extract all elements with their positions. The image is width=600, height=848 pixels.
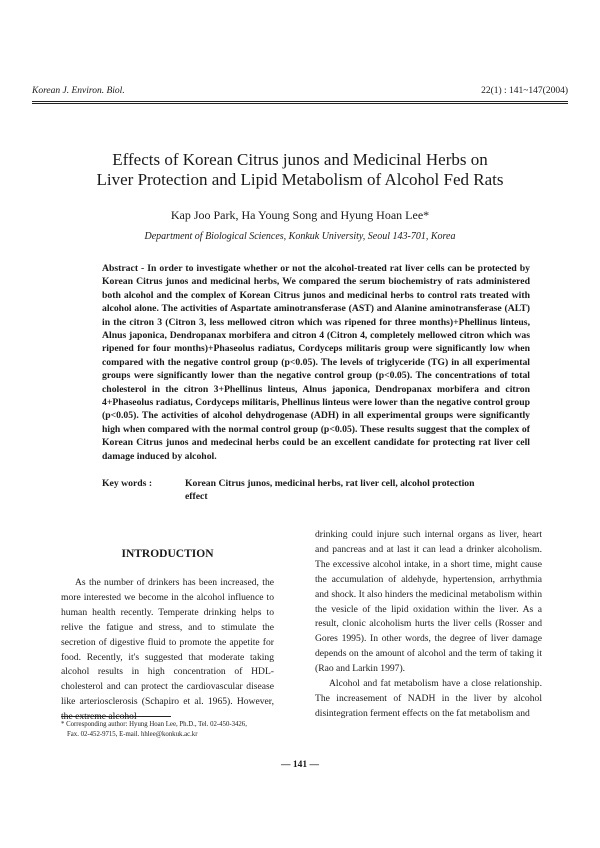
footnote-line-2: Fax. 02-452-9715, E-mail. hhlee@konkuk.ac.kr [67,731,198,738]
journal-name: Korean J. Environ. Biol. [32,86,125,96]
title-line-1: Effects of Korean Citrus junos and Medicinal Herbs on [112,150,488,169]
abstract: Abstract - In order to investigate whether or not the alcohol-treated rat liver cells can be protected by Korean Citrus junos and medicinal herbs, We compared the serum biochemistry of rats administered both alcohol and the complex of Korean Citrus junos and medicinal herbs to control rats treated with alcohol alone. The activities of Aspartate aminotransferase (AST) and Alanine aminotransferase (ALT) in the citron 3 (Citron 3, less mellowed citron which was ripened for three months)+Phellinus linteus, Alnus japonica, Dendropanax morbifera and citron 4 (Citron 4, completely mellowed citron which was ripened for four months)+Phaseolus radiatus, Cordyceps militaris group were significantly low when compared with the negative control group (p<0.05). The levels of triglyceride (TG) in all experimental groups were significantly lower than the negative control group (p<0.05). The concentrations of total cholesterol in the citron 3+Phellinus linteus, Alnus japonica, Dendropanax morbifera and citron 4+Phaseolus radiatus, Cordyceps militaris, Phellinus linteus were lower than the negative control group (p<0.05). The activities of alcohol dehydrogenase (ADH) in all experimental groups were significantly high when compared with the normal control group (p<0.05). These results suggest that the complex of Korean Citrus junos and medecinal herbs could be an excellent candidate for protecting rat liver cell damage induced by alcohol. [102,263,530,462]
keywords-label: Key words : [102,478,153,489]
right-column-paragraph-1: drinking could injure such internal organs as liver, heart and pancreas and at last it can lead a drinker alcoholism. The excessive alcohol intake, in a short time, might cause the accumulation of aldehyde, hypertension, arrhythmia and shock. It also hinders the medicinal metabolism within the vesicle of the lipid oxidation within the liver. As a result, clonic alcoholism hurts the liver cells (Rosser and Gores 1995). In other words, the degree of liver damage depends on the amount of alcohol and the term of taking it (Rao and Larkin 1997). [315,529,542,675]
header-rule-bottom [32,103,568,104]
header-rule-top [32,101,568,102]
right-column-paragraph-2: Alcohol and fat metabolism have a close relationship. The increasement of NADH in the liver by alcohol disintegration ferment effects on the fat metabolism and [315,678,542,719]
running-header [32,86,568,100]
affiliation: Department of Biological Sciences, Konkuk University, Seoul 143-701, Korea [144,231,456,242]
title-line-2: Liver Protection and Lipid Metabolism of Alcohol Fed Rats [96,170,504,189]
right-column [315,528,542,722]
citation: 22(1) : 141~147(2004) [481,86,568,96]
keywords-line-1: Korean Citrus junos, medicinal herbs, rat liver cell, alcohol protection [185,478,475,489]
left-column-paragraph: As the number of drinkers has been increased, the more interested we become in the alcohol influence to human health recently. Temperate drinking helps to relive the fatigue and stress, and to stimulate the secretion of digestive fluid to promote the appetite for food. Recently, it's suggested that moderate taking alcohol results in high concentration of HDL-cholesterol and can protect the cardiovascular disease like arteriosclerosis (Schapiro et al. 1965). However, the extreme alcohol [61,577,274,723]
footnote-line-1: * Corresponding author: Hyung Hoan Lee, Ph.D., Tel. 02-450-3426, [61,721,247,728]
footnote [61,720,291,740]
keywords-line-2: effect [185,491,208,503]
left-column [61,576,274,725]
footnote-rule [61,716,171,717]
authors: Kap Joo Park, Ha Young Song and Hyung Hoan Lee* [170,208,430,222]
keywords [102,477,530,504]
paper-title [40,150,560,190]
introduction-heading: INTRODUCTION [121,548,214,560]
page-number: — 141 — [281,760,319,770]
